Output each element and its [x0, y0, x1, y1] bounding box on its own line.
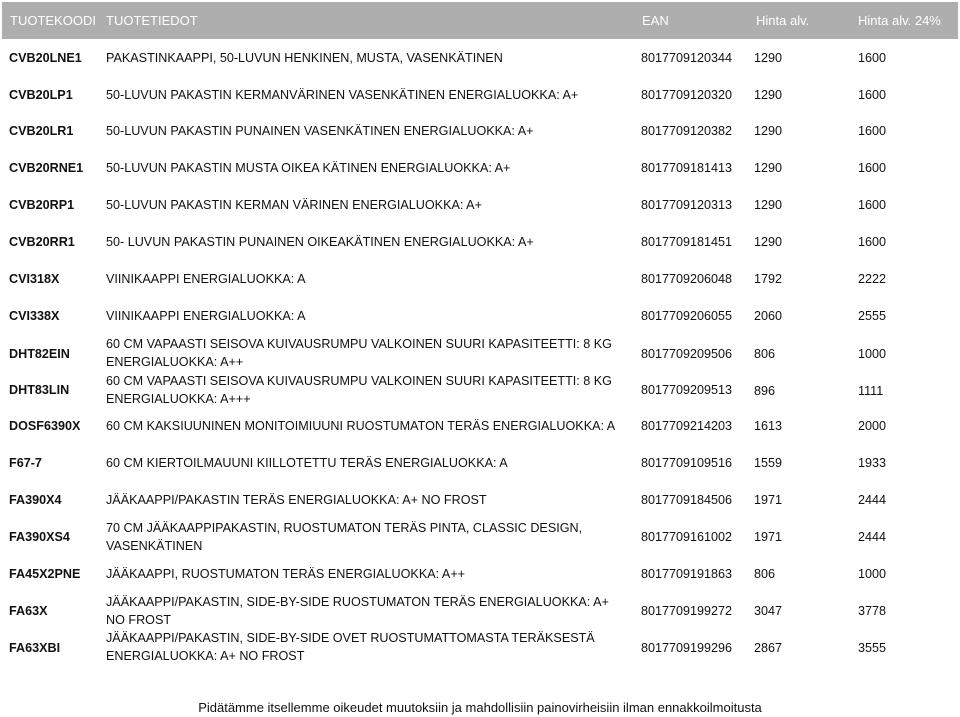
product-description: JÄÄKAAPPI, RUOSTUMATON TERÄS ENERGIALUOKKA: A++ — [106, 567, 466, 581]
product-code: CVB20LR1 — [9, 124, 74, 138]
price-vat: 1290 — [754, 88, 783, 102]
price-vat: 1290 — [754, 124, 783, 138]
product-ean: 8017709120313 — [641, 198, 733, 212]
product-description: PAKASTINKAAPPI, 50-LUVUN HENKINEN, MUSTA, VASENKÄTINEN — [106, 51, 503, 65]
product-ean: 8017709120320 — [641, 88, 733, 102]
product-code: DHT83LIN — [9, 383, 70, 397]
product-ean: 8017709120382 — [641, 124, 733, 138]
price-vat: 3047 — [754, 604, 783, 618]
price-vat: 1290 — [754, 235, 783, 249]
price-vat24: 1600 — [858, 51, 887, 65]
disclaimer-footer: Pidätämme itsellemme oikeudet muutoksiin ja mahdollisiin painovirheisiin ilman ennakkoilmoitusta — [198, 700, 762, 715]
product-description: JÄÄKAAPPI/PAKASTIN, SIDE-BY-SIDE OVET RUOSTUMATTOMASTA TERÄKSESTÄ ENERGIALUOKKA: A+ NO FROST — [106, 631, 595, 663]
price-vat24: 3778 — [858, 604, 887, 618]
product-code: FA45X2PNE — [9, 567, 81, 581]
product-ean: 8017709161002 — [641, 530, 733, 544]
product-description: 70 CM JÄÄKAAPPIPAKASTIN, RUOSTUMATON TERÄS PINTA, CLASSIC DESIGN, VASENKÄTINEN — [106, 521, 583, 553]
product-description: 60 CM KAKSIUUNINEN MONITOIMIUUNI RUOSTUMATON TERÄS ENERGIALUOKKA: A — [106, 419, 616, 433]
price-vat: 1971 — [754, 530, 783, 544]
product-ean: 8017709206055 — [641, 309, 733, 323]
product-ean: 8017709209506 — [641, 347, 733, 361]
price-vat24: 3555 — [858, 641, 887, 655]
price-vat24: 2444 — [858, 493, 887, 507]
product-description: 50-LUVUN PAKASTIN KERMANVÄRINEN VASENKÄTINEN ENERGIALUOKKA: A+ — [106, 88, 579, 102]
product-code: DOSF6390X — [9, 419, 81, 433]
product-description: JÄÄKAAPPI/PAKASTIN, SIDE-BY-SIDE RUOSTUMATON TERÄS ENERGIALUOKKA: A+ NO FROST — [106, 595, 609, 627]
price-vat: 806 — [754, 567, 776, 581]
price-vat24: 2444 — [858, 530, 887, 544]
price-vat24: 1600 — [858, 235, 887, 249]
price-vat24: 1600 — [858, 161, 887, 175]
price-vat24: 1000 — [858, 347, 887, 361]
product-ean: 8017709120344 — [641, 51, 733, 65]
price-vat: 1290 — [754, 198, 783, 212]
product-ean: 8017709181413 — [641, 161, 733, 175]
product-ean: 8017709109516 — [641, 456, 733, 470]
price-vat24: 1933 — [858, 456, 887, 470]
product-ean: 8017709206048 — [641, 272, 733, 286]
table-header — [2, 2, 958, 39]
product-code: CVB20LP1 — [9, 88, 73, 102]
product-description: 50-LUVUN PAKASTIN KERMAN VÄRINEN ENERGIALUOKKA: A+ — [106, 198, 482, 212]
price-vat: 896 — [754, 384, 776, 398]
product-description: JÄÄKAAPPI/PAKASTIN TERÄS ENERGIALUOKKA: A+ NO FROST — [106, 493, 487, 507]
product-ean: 8017709199272 — [641, 604, 733, 618]
product-code: CVI318X — [9, 272, 60, 286]
product-code: DHT82EIN — [9, 347, 70, 361]
product-code: F67-7 — [9, 456, 42, 470]
price-vat: 1613 — [754, 419, 783, 433]
price-vat: 1290 — [754, 51, 783, 65]
product-code: CVB20RR1 — [9, 235, 75, 249]
price-vat24: 2555 — [858, 309, 887, 323]
price-vat: 806 — [754, 347, 776, 361]
product-code: CVB20RNE1 — [9, 161, 84, 175]
price-vat: 1559 — [754, 456, 783, 470]
price-vat24: 1000 — [858, 567, 887, 581]
product-description: 60 CM VAPAASTI SEISOVA KUIVAUSRUMPU VALKOINEN SUURI KAPASITEETTI: 8 KG ENERGIALUOKKA: A++ — [106, 337, 612, 369]
header-code: TUOTEKOODI — [10, 13, 96, 28]
price-vat: 1290 — [754, 161, 783, 175]
product-ean: 8017709181451 — [641, 235, 733, 249]
product-description: VIINIKAAPPI ENERGIALUOKKA: A — [106, 272, 306, 286]
product-ean: 8017709191863 — [641, 567, 733, 581]
product-ean: 8017709209513 — [641, 383, 733, 397]
price-vat: 2060 — [754, 309, 783, 323]
product-description: 50-LUVUN PAKASTIN PUNAINEN VASENKÄTINEN ENERGIALUOKKA: A+ — [106, 124, 534, 138]
price-vat24: 1111 — [858, 384, 884, 398]
price-vat24: 2000 — [858, 419, 887, 433]
product-description: 50- LUVUN PAKASTIN PUNAINEN OIKEAKÄTINEN ENERGIALUOKKA: A+ — [106, 235, 534, 249]
price-vat: 1971 — [754, 493, 783, 507]
header-details: TUOTETIEDOT — [106, 13, 198, 28]
product-ean: 8017709199296 — [641, 641, 733, 655]
product-code: CVI338X — [9, 309, 60, 323]
product-code: FA63XBI — [9, 641, 61, 655]
header-price-vat24: Hinta alv. 24% — [858, 13, 941, 28]
product-code: FA390X4 — [9, 493, 62, 507]
product-description: 60 CM VAPAASTI SEISOVA KUIVAUSRUMPU VALKOINEN SUURI KAPASITEETTI: 8 KG ENERGIALUOKKA: A+++ — [106, 374, 612, 406]
product-code: CVB20RP1 — [9, 198, 75, 212]
price-vat24: 1600 — [858, 88, 887, 102]
product-description: VIINIKAAPPI ENERGIALUOKKA: A — [106, 309, 306, 323]
header-price-vat: Hinta alv. — [756, 13, 810, 28]
product-description: 60 CM KIERTOILMAUUNI KIILLOTETTU TERÄS ENERGIALUOKKA: A — [106, 456, 508, 470]
price-vat24: 1600 — [858, 124, 887, 138]
product-ean: 8017709184506 — [641, 493, 733, 507]
price-vat24: 2222 — [858, 272, 887, 286]
header-ean: EAN — [642, 13, 669, 28]
product-code: CVB20LNE1 — [9, 51, 82, 65]
product-description: 50-LUVUN PAKASTIN MUSTA OIKEA KÄTINEN ENERGIALUOKKA: A+ — [106, 161, 511, 175]
product-ean: 8017709214203 — [641, 419, 733, 433]
product-code: FA63X — [9, 604, 48, 618]
product-code: FA390XS4 — [9, 530, 70, 544]
price-vat: 1792 — [754, 272, 783, 286]
price-vat24: 1600 — [858, 198, 887, 212]
price-vat: 2867 — [754, 641, 783, 655]
